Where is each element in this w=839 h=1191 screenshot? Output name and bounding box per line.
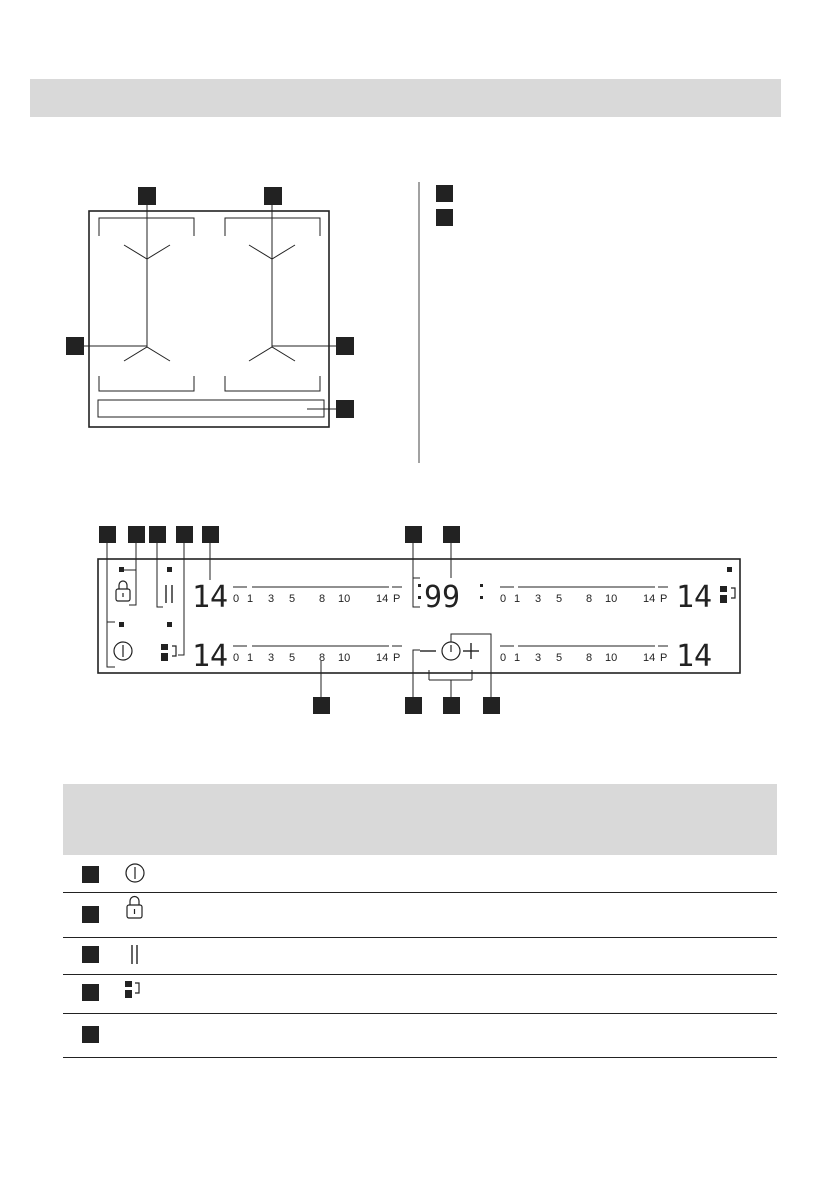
power-scale-digit: 3 xyxy=(535,593,542,605)
power-scale-digit: 1 xyxy=(514,593,521,605)
lock-icon xyxy=(127,897,142,919)
power-scale-digit: 3 xyxy=(535,652,542,664)
power-scale-digit: 0 xyxy=(500,593,507,605)
heat-level-display: 14 xyxy=(192,580,229,615)
heat-level-display: 14 xyxy=(676,639,713,674)
power-scale-digit: 1 xyxy=(247,652,254,664)
power-scale-digit: P xyxy=(393,652,401,664)
power-scale-digit: 5 xyxy=(556,652,563,664)
heat-level-display: 14 xyxy=(676,580,713,615)
power-scale-digit: 3 xyxy=(268,593,275,605)
power-scale-digit: 14 xyxy=(376,593,389,605)
power-scale-digit: 8 xyxy=(586,652,593,664)
power-icon xyxy=(126,864,144,882)
power-scale-digit: 10 xyxy=(338,593,351,605)
bridge-icon xyxy=(125,981,139,998)
pause-icon xyxy=(132,945,137,964)
power-scale-digit: 14 xyxy=(643,593,656,605)
power-scale-digit: 5 xyxy=(556,593,563,605)
power-scale-digit: P xyxy=(660,652,668,664)
power-scale-digit: P xyxy=(660,593,668,605)
power-scale-digit: 8 xyxy=(319,593,326,605)
power-scale-digit: 1 xyxy=(247,593,254,605)
power-scale-digit: 10 xyxy=(605,652,618,664)
power-scale-digit: 0 xyxy=(233,652,240,664)
power-scale-digit: 14 xyxy=(376,652,389,664)
power-scale-digit: 3 xyxy=(268,652,275,664)
power-scale-digit: 8 xyxy=(586,593,593,605)
power-scale-digit: 0 xyxy=(233,593,240,605)
power-scale-digit: 0 xyxy=(500,652,507,664)
power-scale-digit: P xyxy=(393,593,401,605)
power-scale-digit: 10 xyxy=(605,593,618,605)
timer-display: 99 xyxy=(424,580,461,615)
power-scale-digit: 8 xyxy=(319,652,326,664)
power-scale-digit: 14 xyxy=(643,652,656,664)
heat-level-display: 14 xyxy=(192,639,229,674)
power-scale-digit: 10 xyxy=(338,652,351,664)
power-scale-digit: 1 xyxy=(514,652,521,664)
power-scale-digit: 5 xyxy=(289,593,296,605)
power-scale-digit: 5 xyxy=(289,652,296,664)
